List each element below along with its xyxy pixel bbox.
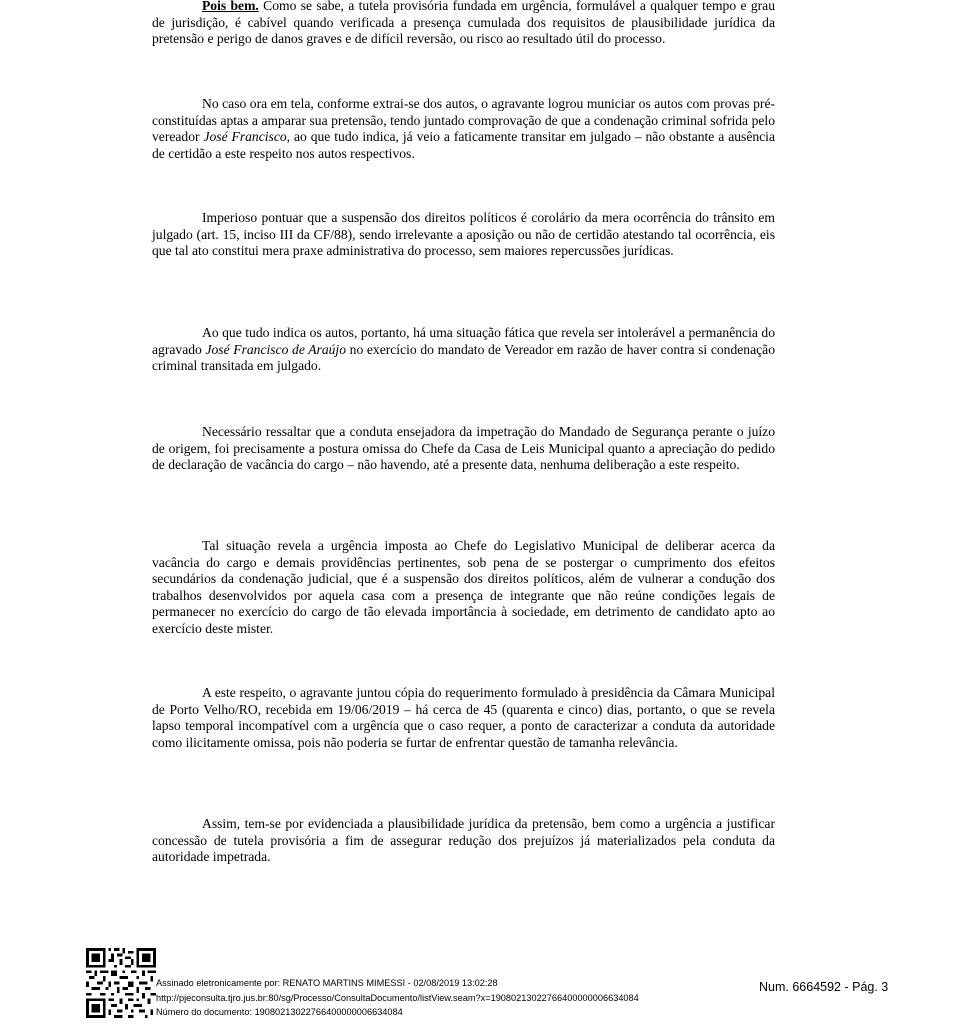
- paragraph-text: , ao que tudo indica, já veio a faticamente transitar em julgado – não obstante a ausência de certidão a este respeito nos autos respectivos.: [152, 129, 775, 161]
- paragraph-text: Assim, tem-se por evidenciada a plausibilidade jurídica da pretensão, bem como a urgência a justificar concessão de tutela provisória a fim de assegurar redução dos prejuízos já materializados pela conduta da autoridade impetrada.: [152, 816, 775, 865]
- paragraph-2: [152, 96, 775, 162]
- paragraph-italic-name: José Francisco de Araújo: [205, 341, 347, 357]
- document-number: Número do documento: 19080213022766400000006634084: [156, 1007, 403, 1017]
- paragraph-lead: Pois bem.: [202, 0, 259, 13]
- paragraph-1: [152, 0, 775, 48]
- paragraph-5: [152, 424, 775, 474]
- paragraph-6: [152, 538, 775, 638]
- paragraph-text: Tal situação revela a urgência imposta ao Chefe do Legislativo Municipal de deliberar acerca da vacância do cargo e demais providências pertinentes, sob pena de se postergar o cumprimento dos efeitos secundários da condenação judicial, que é a suspensão dos direitos políticos, além de vulnerar a condução dos trabalhos desenvolvidos por aquela casa com a presença de integrante que não reúne condições legais de permanecer no exercício do cargo de tão elevada importância à sociedade, em detrimento de candidato apto ao exercício deste mister.: [152, 538, 775, 636]
- paragraph-text: Imperioso pontuar que a suspensão dos direitos políticos é corolário da mera ocorrência do trânsito em julgado (art. 15, inciso III da CF/88), sendo irrelevante a aposição ou não de certidão atestando tal ocorrência, eis que tal ato constitui mera praxe administrativa do processo, sem maiores repercussões jurídicas.: [152, 210, 775, 259]
- paragraph-italic-name: José Francisco: [203, 129, 287, 145]
- signature-line: Assinado eletronicamente por: RENATO MARTINS MIMESSI - 02/08/2019 13:02:28: [156, 978, 498, 988]
- paragraph-text: no exercício do mandato de Vereador em razão de haver contra si condenação criminal transitada em julgado.: [152, 341, 776, 374]
- page-number: Num. 6664592 - Pág. 3: [759, 980, 889, 994]
- paragraph-text: Ao que tudo indica os autos, portanto, há uma situação fática que revela ser intolerável a permanência do agravado: [152, 325, 775, 357]
- paragraph-7: [152, 685, 775, 751]
- qr-code-icon: [86, 948, 156, 1018]
- paragraph-8: [152, 816, 775, 866]
- paragraph-text: A este respeito, o agravante juntou cópia do requerimento formulado à presidência da Câmara Municipal de Porto Velho/RO, recebida em 19/06/2019 – há cerca de 45 (quarenta e cinco) dias, portanto, o que se revela lapso temporal incompatível com a urgência que o caso requer, a ponto de caracterizar a conduta da autoridade como ilicitamente omissa, pois não poderia se furtar de enfrentar questão de tamanha relevância.: [152, 685, 775, 750]
- paragraph-4: [152, 325, 775, 375]
- paragraph-text: Necessário ressaltar que a conduta ensejadora da impetração do Mandado de Segurança perante o juízo de origem, foi precisamente a postura omissa do Chefe da Casa de Leis Municipal quanto a apreciação do pedido de declaração de vacância do cargo – não havendo, até a presente data, nenhuma deliberação a este respeito.: [152, 424, 775, 473]
- paragraph-3: [152, 210, 775, 260]
- paragraph-text: No caso ora em tela, conforme extrai-se dos autos, o agravante logrou municiar os autos com provas pré-constituídas aptas a amparar sua pretensão, tendo juntado comprovação de que a condenação criminal sofrida pelo vereador: [152, 96, 775, 145]
- paragraph-text: Como se sabe, a tutela provisória fundada em urgência, formulável a qualquer tempo e grau de jurisdição, é cabível quando verificada a presença cumulada dos requisitos de plausibilidade jurídica da pretensão e perigo de danos graves e de difícil reversão, ou risco ao resultado útil do processo.: [152, 0, 775, 47]
- consult-url-link[interactable]: http://pjeconsulta.tjro.jus.br:80/sg/Processo/ConsultaDocumento/listView.seam?x=19080213022766400000006634084: [156, 993, 639, 1003]
